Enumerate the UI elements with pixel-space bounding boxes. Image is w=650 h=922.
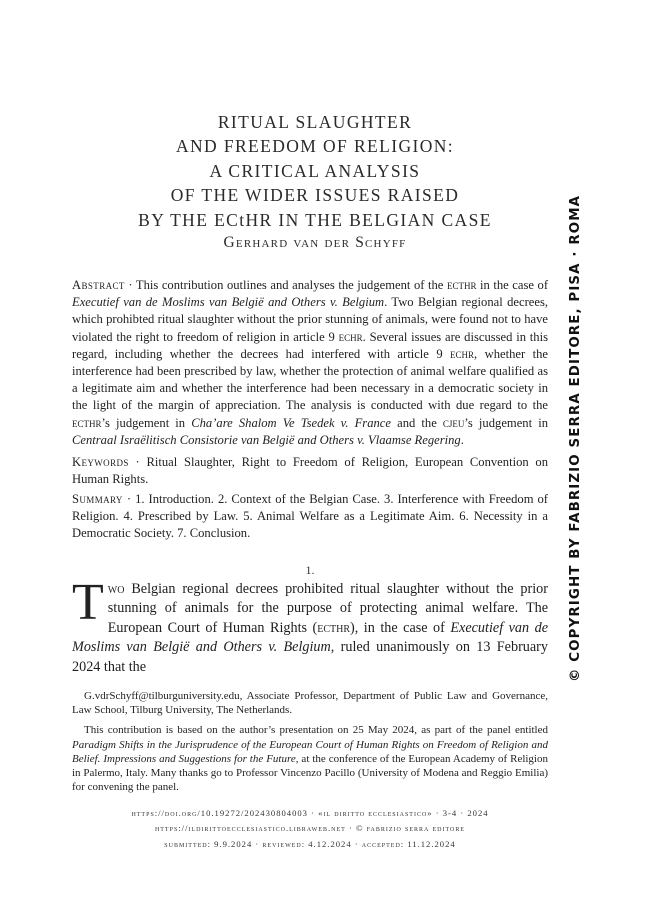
title-line: BY THE ECtHR IN THE BELGIAN CASE bbox=[138, 209, 492, 230]
body-text: , ruled unanimously on 13 February 2024 that the bbox=[72, 639, 549, 675]
abstract-text: in the case of bbox=[476, 278, 549, 292]
section-number: 1. bbox=[305, 563, 315, 577]
abstract-text: ’s judgement in bbox=[101, 415, 192, 430]
article-title bbox=[40, 110, 590, 232]
footnote-acknowledgement bbox=[72, 723, 548, 794]
abstract-text: , whether the interference had been prescribed by law, whether the protection of animal welfare qualified as a legitimate aim and whether the interference had been necessary in a democratic society in the light of the margin of appreciation. The analysis is conducted with due regard to the bbox=[72, 346, 548, 413]
copyright-notice: © COPYRIGHT BY FABRIZIO SERRA EDITORE, PISA · ROMA bbox=[568, 194, 583, 682]
footnotes bbox=[72, 689, 548, 800]
case-name: Executief van de Moslims van België and Others v. Belgium bbox=[72, 619, 549, 656]
body-paragraph bbox=[72, 574, 549, 677]
abbr-ecthr: ecthr bbox=[446, 278, 477, 292]
abstract-text: . Several issues are discussed in this regard, including whether the decrees had interfered with article 9 bbox=[72, 329, 548, 361]
summary bbox=[72, 491, 548, 543]
panel-title: Paradigm Shifts in the Jurisprudence of the European Court of Human Rights on Freedom of Religion and Belief. Impressions and Suggestions for the Future bbox=[72, 738, 548, 765]
abstract-text: This contribution outlines and analyses the judgement of the bbox=[135, 278, 447, 292]
abbr-echr: echr bbox=[450, 346, 475, 361]
abbr-ecthr: ecthr bbox=[72, 415, 102, 430]
abstract bbox=[72, 277, 548, 449]
keywords-sep: · bbox=[128, 455, 147, 469]
summary-label: Summary bbox=[72, 492, 123, 506]
case-name: Executief van de Moslims van België and Others v. Belgium bbox=[72, 295, 385, 310]
author-name: Gerhard van der Schyff bbox=[223, 234, 407, 251]
imprint bbox=[72, 806, 548, 852]
abbr-ecthr: ecthr bbox=[317, 619, 351, 636]
lead-word: wo bbox=[107, 581, 125, 597]
keywords bbox=[72, 454, 548, 488]
title-line: OF THE WIDER ISSUES RAISED bbox=[170, 185, 460, 206]
abstract-sep: · bbox=[124, 278, 136, 292]
abstract-label: Abstract bbox=[72, 278, 125, 292]
case-name: Cha’are Shalom Ve Tsedek v. France bbox=[191, 415, 391, 430]
keywords-label: Keywords bbox=[72, 455, 129, 469]
footnote-text: , at the conference of the European Academy of Religion in Palermo, Italy. Many thanks go to Professor Vincenzo Pacillo (University of Modena and Reggio Emilia) for convening the panel. bbox=[72, 752, 548, 794]
journal-url-line: https://ildirittoecclesiastico.libraweb.net · © fabrizio serra editore bbox=[154, 823, 466, 834]
keywords-text: Ritual Slaughter, Right to Freedom of Religion, European Convention on Human Rights. bbox=[72, 455, 548, 487]
abstract-text: . bbox=[460, 432, 464, 447]
drop-cap: T bbox=[72, 574, 104, 631]
title-line: AND FREEDOM OF RELIGION: bbox=[175, 136, 455, 157]
summary-text: 1. Introduction. 2. Context of the Belgian Case. 3. Interference with Freedom of Religion. 4. Prescribed by Law. 5. Animal Welfare as a Legitimate Aim. 6. Necessity in a Democratic Society. 7. Conclusion. bbox=[72, 492, 548, 541]
abbr-cjeu: cjeu bbox=[442, 415, 465, 430]
footnote-author: G.vdrSchyff@tilburguniversity.edu, Associate Professor, Department of Public Law and Governance, Law School, Tilburg University, The Netherlands. bbox=[72, 690, 548, 717]
summary-sep: · bbox=[122, 492, 136, 506]
body-text: ), in the case of bbox=[350, 619, 451, 636]
body-text: Belgian regional decrees prohibited ritual slaughter without the prior stunning of animals for the purpose of protecting animal welfare. The European Court of Human Rights ( bbox=[107, 581, 548, 636]
case-name: Centraal Israëlitisch Consistorie van België and Others v. Vlaamse Regering bbox=[72, 432, 461, 447]
abstract-text: ’s judgement in bbox=[464, 415, 549, 430]
abstract-text: and the bbox=[390, 415, 443, 430]
abstract-text: . Two Belgian regional decrees, which prohibted ritual slaughter without the prior stunning of animals, were found not to have violated the right to freedom of religion in article 9 bbox=[72, 295, 548, 344]
title-line: RITUAL SLAUGHTER bbox=[217, 112, 413, 132]
doi-line: https://doi.org/10.19272/202430804003 · «il diritto ecclesiastico» · 3-4 · 2024 bbox=[131, 808, 489, 818]
footnote-text: This contribution is based on the author’s presentation on 25 May 2024, as part of the panel entitled bbox=[84, 724, 548, 737]
abbr-echr: echr bbox=[338, 329, 363, 344]
title-line: A CRITICAL ANALYSIS bbox=[209, 160, 421, 181]
dates-line: submitted: 9.9.2024 · reviewed: 4.12.2024 · accepted: 11.12.2024 bbox=[164, 838, 456, 849]
